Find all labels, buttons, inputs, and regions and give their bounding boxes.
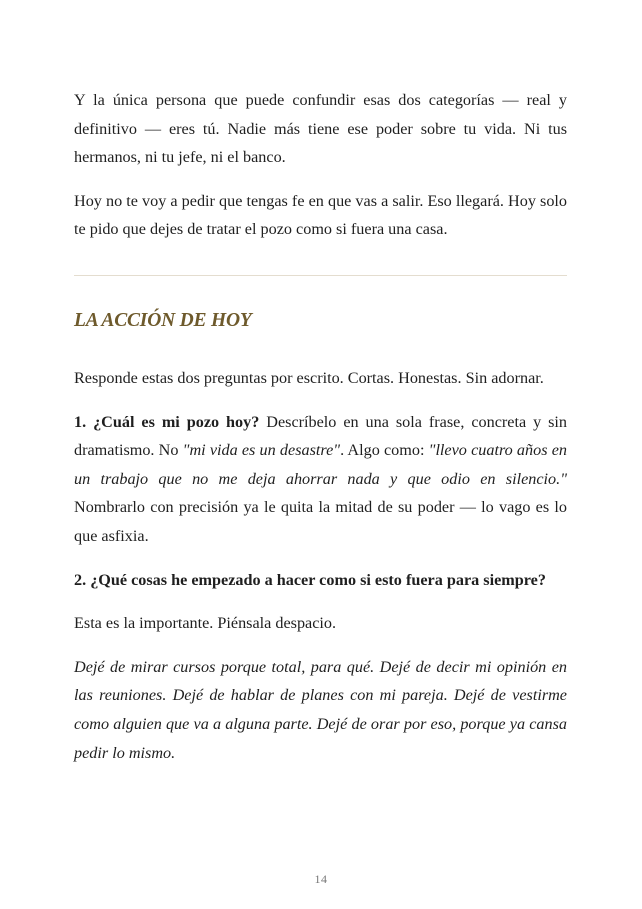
section-title: LA ACCIÓN DE HOY (74, 309, 252, 331)
question-one-quote-a: "mi vida es un desastre" (182, 441, 341, 460)
page-number: 14 (314, 872, 328, 886)
question-one-text-a: Descríbelo en una sola frase, concreta y sin dramatismo. No (74, 412, 567, 460)
page-content (74, 86, 567, 767)
question-one-text-b: . Algo como: (340, 441, 429, 460)
question-one-label: 1. ¿Cuál es mi pozo hoy? (74, 412, 260, 431)
question-one-text-c: Nombrarlo con precisión ya le quita la mitad de su poder — lo vago es lo que asfixia. (74, 498, 567, 545)
question-two: 2. ¿Qué cosas he empezado a hacer como si esto fuera para siempre? (74, 570, 546, 589)
question-one-paragraph (74, 408, 567, 551)
paragraph-intro: Y la única persona que puede confundir esas dos categorías — real y definitivo — eres tú. Nadie más tiene ese poder sobre tu vida. Ni tus hermanos, ni tu jefe, ni el banco. (74, 91, 567, 167)
paragraph-today: Hoy no te voy a pedir que tengas fe en que vas a salir. Eso llegará. Hoy solo te pido que dejes de tratar el pozo como si fuera una casa. (74, 191, 567, 239)
paragraph-examples: Dejé de mirar cursos porque total, para qué. Dejé de decir mi opinión en las reuniones. Dejé de hablar de planes con mi pareja. Dejé de vestirme como alguien que va a alguna parte. Dejé de orar por eso, porque ya cansa pedir lo mismo. (74, 657, 567, 762)
question-one-quote-b: "llevo cuatro años en un trabajo que no me deja ahorrar nada y que odio en silencio." (74, 441, 567, 488)
paragraph-instructions: Responde estas dos preguntas por escrito. Cortas. Honestas. Sin adornar. (74, 368, 544, 387)
paragraph-important: Esta es la importante. Piénsala despacio. (74, 614, 337, 633)
section-divider (74, 275, 567, 276)
